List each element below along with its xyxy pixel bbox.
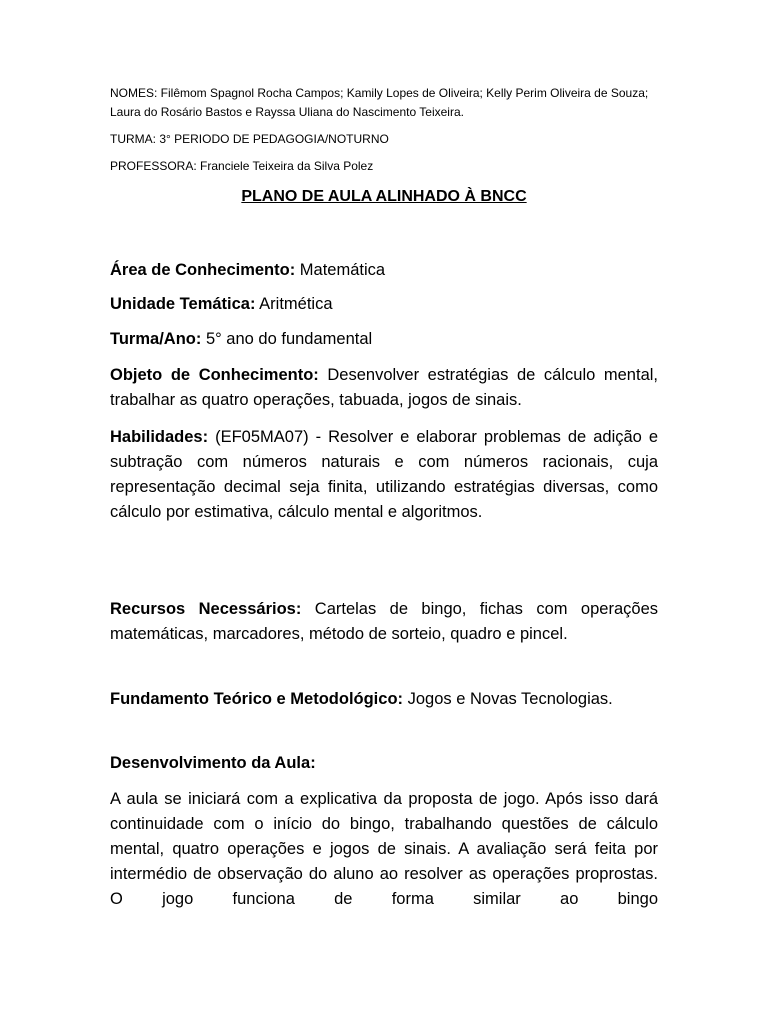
nomes-value: Filêmom Spagnol Rocha Campos; Kamily Lopes de Oliveira; Kelly Perim Oliveira de Souza; Laura do Rosário Bastos e Rayssa Uliana do Nascimento Teixeira. xyxy=(110,86,649,119)
desenvolvimento-label: Desenvolvimento da Aula: xyxy=(110,754,316,772)
objeto-label: Objeto de Conhecimento: xyxy=(110,366,319,384)
fundamento-label: Fundamento Teórico e Metodológico: xyxy=(110,690,404,708)
recursos-value: Cartelas de bingo, fichas com operações matemáticas, marcadores, método de sorteio, quadro e pincel. xyxy=(110,600,658,643)
habilidades-value: (EF05MA07) - Resolver e elaborar problemas de adição e subtração com números naturais e com números racionais, cuja representação decimal seja finita, utilizando estratégias diversas, como cálculo por estimativa, cálculo mental e algoritmos. xyxy=(110,428,658,521)
recursos-label: Recursos Necessários: xyxy=(110,600,302,618)
area-value: Matemática xyxy=(295,261,386,279)
recursos-section xyxy=(110,597,658,647)
document-title: PLANO DE AULA ALINHADO À BNCC xyxy=(241,188,527,205)
turma-ano-label: Turma/Ano: xyxy=(110,330,202,348)
desenvolvimento-section xyxy=(110,751,658,912)
unidade-label: Unidade Temática: xyxy=(110,295,256,313)
objeto-value: Desenvolver estratégias de cálculo mental, trabalhar as quatro operações, tabuada, jogos de sinais. xyxy=(110,366,658,409)
professora-line: PROFESSORA: Franciele Teixeira da Silva Polez xyxy=(110,159,374,173)
area-label: Área de Conhecimento: xyxy=(110,261,296,279)
turma-line: TURMA: 3° PERIODO DE PEDAGOGIA/NOTURNO xyxy=(110,132,389,146)
turma-ano-value: 5° ano do fundamental xyxy=(201,330,373,348)
habilidades-label: Habilidades: xyxy=(110,428,209,446)
area-section xyxy=(110,258,658,283)
fundamento-section xyxy=(110,687,658,712)
unidade-value: Aritmética xyxy=(255,295,333,313)
nomes-label: NOMES: xyxy=(110,86,158,100)
objeto-section xyxy=(110,363,658,413)
habilidades-section xyxy=(110,425,658,525)
nomes-line xyxy=(110,84,658,122)
turma-ano-section xyxy=(110,327,658,352)
document-header xyxy=(110,84,658,176)
fundamento-value: Jogos e Novas Tecnologias. xyxy=(403,690,613,708)
desenvolvimento-text: A aula se iniciará com a explicativa da proposta de jogo. Após isso dará continuidade com o início do bingo, trabalhando questões de cálculo mental, quatro operações e jogos de sinais. A avaliação será feita por intermédio de observação do aluno ao resolver as operações proprostas. O jogo funciona de forma similar ao bingo xyxy=(110,790,658,908)
unidade-section xyxy=(110,292,658,317)
